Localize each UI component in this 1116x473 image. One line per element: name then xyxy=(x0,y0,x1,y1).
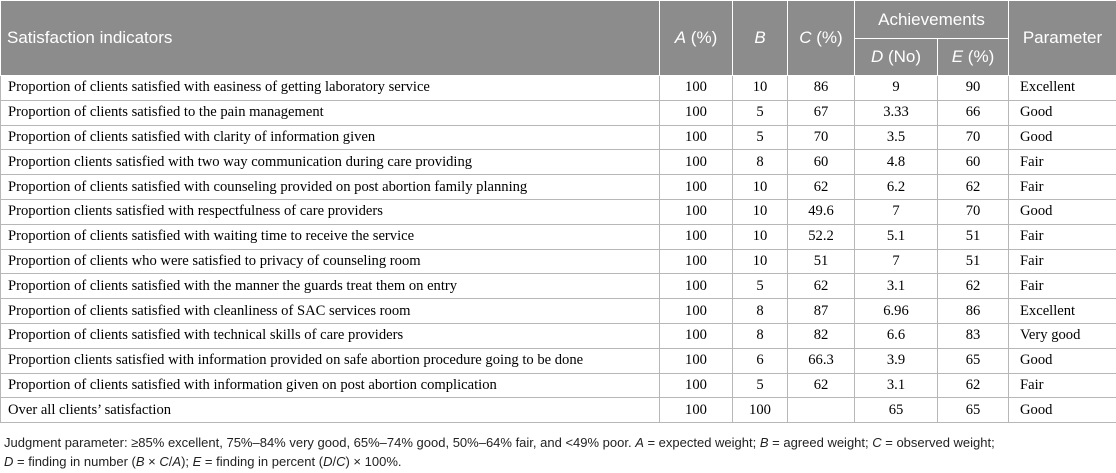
table-row xyxy=(1,299,1116,324)
footnote-text: × xyxy=(144,454,160,469)
footnote-letter: D xyxy=(4,454,14,469)
table-row xyxy=(1,150,1116,175)
cell-a: 100 xyxy=(660,373,733,398)
cell-indicator: Proportion clients satisfied with two way communication during care providing xyxy=(1,150,660,175)
cell-d: 3.9 xyxy=(855,348,938,373)
footnote-text: / xyxy=(332,454,337,469)
cell-e: 65 xyxy=(938,348,1009,373)
cell-a: 100 xyxy=(660,199,733,224)
header-parameter: Parameter xyxy=(1009,1,1116,76)
footnote-text: ) × 100%. xyxy=(345,454,402,469)
cell-c: 62 xyxy=(788,175,855,200)
cell-parameter: Good xyxy=(1009,100,1116,125)
cell-indicator: Proportion of clients satisfied with information given on post abortion complication xyxy=(1,373,660,398)
cell-indicator: Proportion clients satisfied with information provided on safe abortion procedure going to be done xyxy=(1,348,660,373)
cell-e: 60 xyxy=(938,150,1009,175)
cell-d: 9 xyxy=(855,76,938,101)
cell-a: 100 xyxy=(660,299,733,324)
cell-a: 100 xyxy=(660,323,733,348)
cell-c: 87 xyxy=(788,299,855,324)
footnote-text: = observed weight; xyxy=(881,435,995,450)
cell-b: 8 xyxy=(733,299,788,324)
cell-a: 100 xyxy=(660,398,733,423)
cell-indicator: Proportion of clients satisfied with clarity of information given xyxy=(1,125,660,150)
footnote-text: = agreed weight; xyxy=(768,435,873,450)
table-row xyxy=(1,373,1116,398)
cell-parameter: Excellent xyxy=(1009,76,1116,101)
cell-c: 51 xyxy=(788,249,855,274)
cell-c: 67 xyxy=(788,100,855,125)
footnote-letter: B xyxy=(759,435,769,450)
cell-indicator: Proportion of clients satisfied with technical skills of care providers xyxy=(1,323,660,348)
cell-a: 100 xyxy=(660,274,733,299)
cell-c: 82 xyxy=(788,323,855,348)
table-row xyxy=(1,323,1116,348)
cell-e: 65 xyxy=(938,398,1009,423)
cell-e: 90 xyxy=(938,76,1009,101)
cell-indicator: Proportion of clients satisfied with cleanliness of SAC services room xyxy=(1,299,660,324)
cell-d: 7 xyxy=(855,199,938,224)
cell-b: 100 xyxy=(733,398,788,423)
cell-a: 100 xyxy=(660,150,733,175)
cell-c: 62 xyxy=(788,373,855,398)
header-d-letter: D xyxy=(870,47,884,66)
cell-d: 3.1 xyxy=(855,274,938,299)
cell-d: 3.33 xyxy=(855,100,938,125)
cell-e: 62 xyxy=(938,373,1009,398)
cell-c: 86 xyxy=(788,76,855,101)
table-row xyxy=(1,100,1116,125)
header-b xyxy=(733,1,788,76)
cell-parameter: Good xyxy=(1009,199,1116,224)
cell-b: 8 xyxy=(733,323,788,348)
cell-indicator: Proportion clients satisfied with respectfulness of care providers xyxy=(1,199,660,224)
cell-e: 51 xyxy=(938,224,1009,249)
header-row-1 xyxy=(1,1,1116,39)
footnote-text: Judgment parameter: ≥85% excellent, 75%–84% very good, 65%–74% good, 50%–64% fair, and <49% poor. xyxy=(4,435,636,450)
cell-a: 100 xyxy=(660,125,733,150)
table-row xyxy=(1,224,1116,249)
cell-d: 6.96 xyxy=(855,299,938,324)
cell-a: 100 xyxy=(660,76,733,101)
cell-b: 10 xyxy=(733,224,788,249)
cell-b: 10 xyxy=(733,199,788,224)
header-achievements: Achievements xyxy=(855,1,1009,39)
cell-parameter: Excellent xyxy=(1009,299,1116,324)
cell-indicator: Over all clients’ satisfaction xyxy=(1,398,660,423)
cell-c: 60 xyxy=(788,150,855,175)
cell-a: 100 xyxy=(660,224,733,249)
header-indicator: Satisfaction indicators xyxy=(1,1,660,76)
cell-d: 4.8 xyxy=(855,150,938,175)
cell-c: 70 xyxy=(788,125,855,150)
footnote-text: = finding in number ( xyxy=(13,454,136,469)
cell-parameter: Fair xyxy=(1009,150,1116,175)
cell-parameter: Good xyxy=(1009,348,1116,373)
footnote-letter: D xyxy=(323,454,333,469)
cell-parameter: Fair xyxy=(1009,274,1116,299)
cell-c: 52.2 xyxy=(788,224,855,249)
cell-indicator: Proportion of clients satisfied with easiness of getting laboratory service xyxy=(1,76,660,101)
footnote-text: = expected weight; xyxy=(643,435,760,450)
cell-e: 62 xyxy=(938,175,1009,200)
cell-parameter: Good xyxy=(1009,398,1116,423)
cell-b: 5 xyxy=(733,125,788,150)
cell-b: 5 xyxy=(733,274,788,299)
cell-parameter: Fair xyxy=(1009,249,1116,274)
footnote-letter: C xyxy=(336,454,346,469)
table-row xyxy=(1,199,1116,224)
cell-b: 10 xyxy=(733,249,788,274)
cell-d: 6.2 xyxy=(855,175,938,200)
cell-d: 7 xyxy=(855,249,938,274)
footnote-letter: B xyxy=(135,454,145,469)
cell-e: 70 xyxy=(938,125,1009,150)
footnote-letter: C xyxy=(159,454,169,469)
cell-indicator: Proportion of clients satisfied with waiting time to receive the service xyxy=(1,224,660,249)
header-a-unit: (%) xyxy=(686,28,718,47)
cell-indicator: Proportion of clients satisfied to the pain management xyxy=(1,100,660,125)
cell-parameter: Very good xyxy=(1009,323,1116,348)
header-a xyxy=(660,1,733,76)
cell-a: 100 xyxy=(660,348,733,373)
cell-indicator: Proportion of clients satisfied with counseling provided on post abortion family planning xyxy=(1,175,660,200)
cell-e: 83 xyxy=(938,323,1009,348)
footnote-letter: E xyxy=(192,454,202,469)
table-row xyxy=(1,175,1116,200)
cell-parameter: Fair xyxy=(1009,224,1116,249)
cell-d: 5.1 xyxy=(855,224,938,249)
header-e xyxy=(938,39,1009,76)
cell-c: 66.3 xyxy=(788,348,855,373)
cell-e: 66 xyxy=(938,100,1009,125)
cell-b: 10 xyxy=(733,76,788,101)
cell-c xyxy=(788,398,855,423)
footnote-letter: A xyxy=(172,454,182,469)
table-row xyxy=(1,76,1116,101)
footnote-letter: C xyxy=(872,435,882,450)
header-a-letter: A xyxy=(674,28,687,47)
table-row xyxy=(1,274,1116,299)
cell-a: 100 xyxy=(660,249,733,274)
cell-a: 100 xyxy=(660,100,733,125)
cell-b: 6 xyxy=(733,348,788,373)
cell-c: 62 xyxy=(788,274,855,299)
header-b-letter: B xyxy=(754,28,766,47)
header-c-unit: (%) xyxy=(811,28,843,47)
cell-b: 8 xyxy=(733,150,788,175)
cell-d: 3.5 xyxy=(855,125,938,150)
footnote-text: / xyxy=(168,454,173,469)
header-c-letter: C xyxy=(799,28,812,47)
footnote-text: ); xyxy=(181,454,193,469)
cell-d: 3.1 xyxy=(855,373,938,398)
cell-e: 70 xyxy=(938,199,1009,224)
cell-parameter: Fair xyxy=(1009,175,1116,200)
footnote-letter: A xyxy=(635,435,644,450)
table-row xyxy=(1,348,1116,373)
cell-d: 6.6 xyxy=(855,323,938,348)
cell-c: 49.6 xyxy=(788,199,855,224)
header-d xyxy=(855,39,938,76)
cell-parameter: Good xyxy=(1009,125,1116,150)
header-e-unit: (%) xyxy=(963,47,995,66)
cell-d: 65 xyxy=(855,398,938,423)
table-row xyxy=(1,125,1116,150)
table-row-total xyxy=(1,398,1116,423)
table-row xyxy=(1,249,1116,274)
cell-b: 5 xyxy=(733,373,788,398)
header-c xyxy=(788,1,855,76)
header-e-letter: E xyxy=(951,47,964,66)
cell-indicator: Proportion of clients who were satisfied to privacy of counseling room xyxy=(1,249,660,274)
cell-indicator: Proportion of clients satisfied with the manner the guards treat them on entry xyxy=(1,274,660,299)
cell-b: 10 xyxy=(733,175,788,200)
cell-e: 86 xyxy=(938,299,1009,324)
cell-e: 62 xyxy=(938,274,1009,299)
cell-e: 51 xyxy=(938,249,1009,274)
header-d-unit: (No) xyxy=(883,47,922,66)
footnote-text: = finding in percent ( xyxy=(201,454,324,469)
table-footnote xyxy=(4,433,1114,471)
cell-parameter: Fair xyxy=(1009,373,1116,398)
cell-a: 100 xyxy=(660,175,733,200)
cell-b: 5 xyxy=(733,100,788,125)
